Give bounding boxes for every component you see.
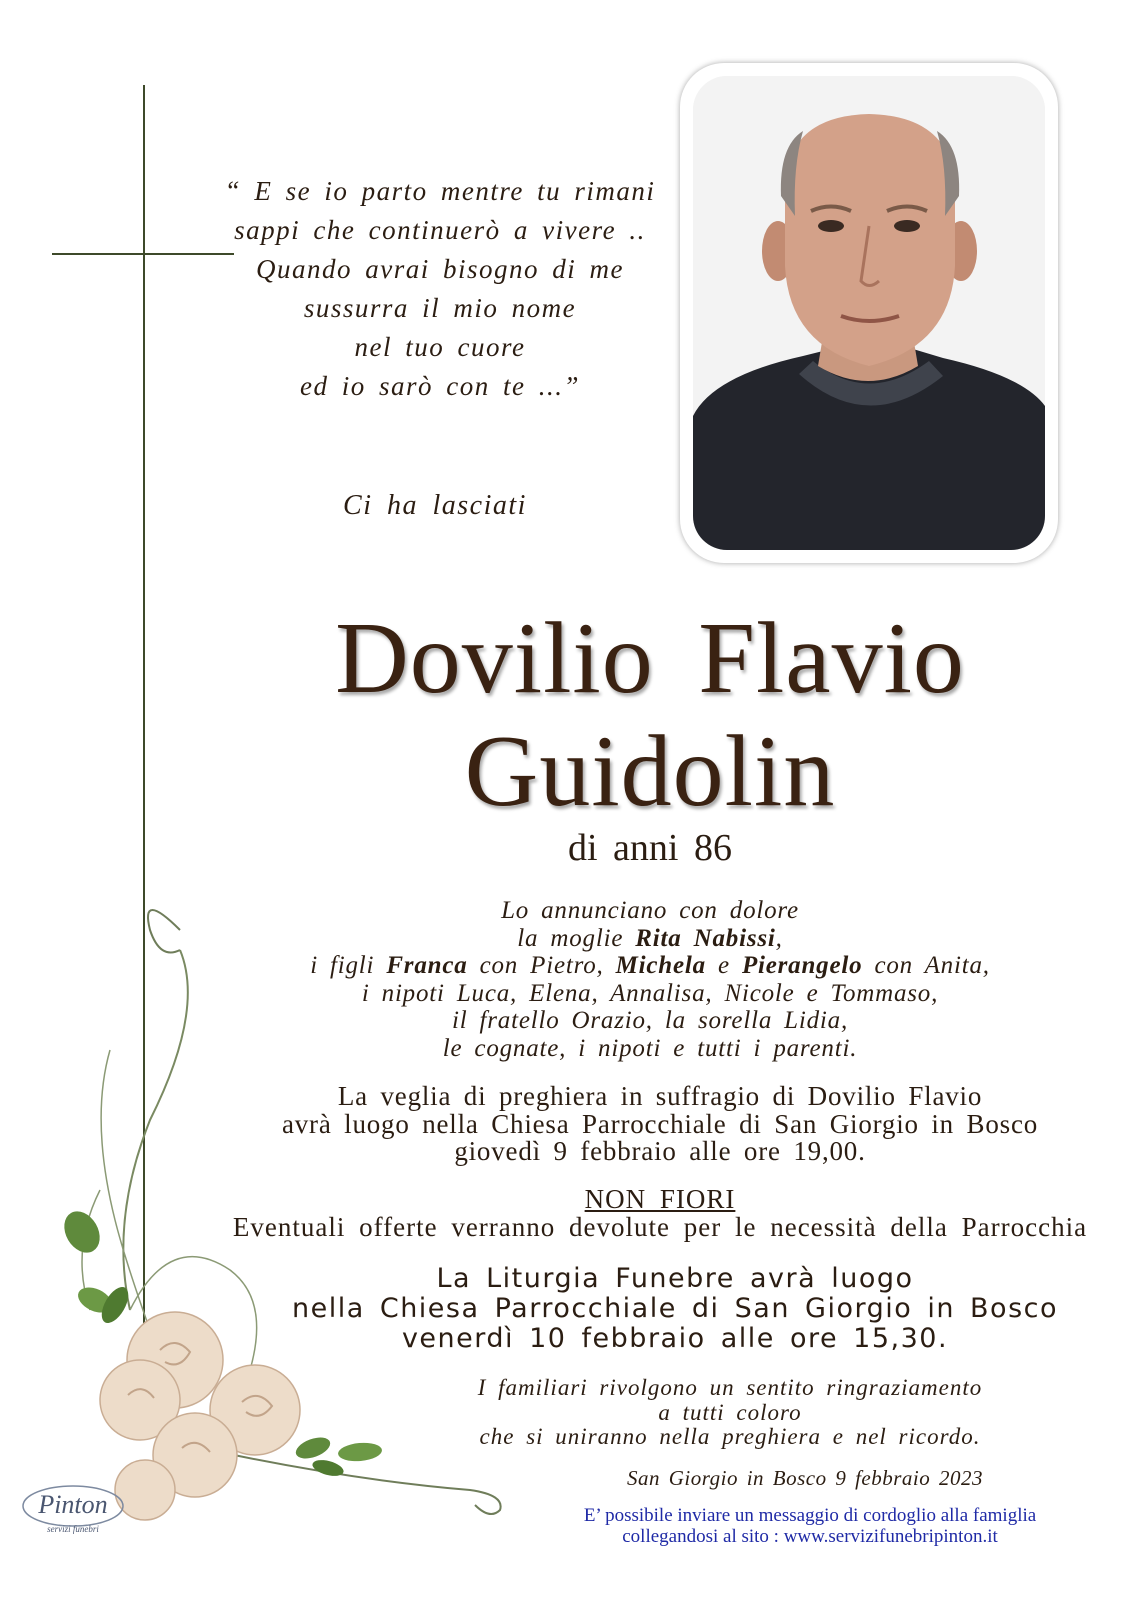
- announcement-line: il fratello Orazio, la sorella Lidia,: [451, 1007, 849, 1034]
- rose-decoration: [30, 890, 530, 1540]
- funeral-line: La Liturgia Funebre avrà luogo: [436, 1263, 914, 1294]
- portrait-frame: [680, 63, 1058, 563]
- text-fragment: con Anita,: [862, 952, 990, 979]
- place-and-date: San Giorgio in Bosco 9 febbraio 2023: [626, 1466, 984, 1490]
- logo-name: Pinton: [38, 1490, 108, 1519]
- funeral-line: venerdì 10 febbraio alle ore 15,30.: [401, 1323, 949, 1354]
- spouse-name: Rita Nabissi: [635, 924, 776, 952]
- child-name: Pierangelo: [741, 952, 863, 979]
- funeral-line: nella Chiesa Parrocchiale di San Giorgio in Bosco: [291, 1293, 1059, 1324]
- logo-tagline: servizi funebri: [47, 1524, 99, 1534]
- quote-line: “ E se io parto mentre tu rimani: [224, 176, 656, 206]
- condolence-info: [520, 1505, 1100, 1547]
- vigil-line: giovedì 9 febbraio alle ore 19,00.: [454, 1136, 866, 1166]
- deceased-age: di anni 86: [568, 827, 732, 869]
- child-name: Franca: [386, 952, 468, 979]
- text-fragment: con Pietro,: [467, 952, 616, 979]
- text-fragment: ,: [775, 924, 783, 952]
- condolence-line: E’ possibile inviare un messaggio di cordoglio alla famiglia: [583, 1505, 1037, 1526]
- offerings-text: Eventuali offerte verranno devolute per le necessità della Parrocchia: [232, 1211, 1088, 1242]
- intro-text: Ci ha lasciati: [343, 490, 527, 521]
- thanks-line: a tutti coloro: [658, 1399, 802, 1425]
- text-fragment: la moglie: [517, 924, 636, 952]
- quote-line: Quando avrai bisogno di me: [256, 254, 624, 284]
- deceased-first-names: Dovilio Flavio: [335, 602, 965, 715]
- announcement-line: le cognate, i nipoti e tutti i parenti.: [442, 1034, 858, 1062]
- non-fiori-title: NON FIORI: [584, 1184, 736, 1214]
- quote-line: sussurra il mio nome: [303, 293, 577, 323]
- condolence-link[interactable]: collegandosi al sito : www.servizifunebripinton.it: [622, 1526, 998, 1547]
- text-fragment: e: [705, 952, 742, 979]
- quote-line: ed io sarò con te ...”: [300, 371, 580, 401]
- portrait-photo: [693, 76, 1045, 550]
- announcement-line: i nipoti Luca, Elena, Annalisa, Nicole e Tommaso,: [361, 979, 939, 1007]
- vigil-line: avrà luogo nella Chiesa Parrocchiale di San Giorgio in Bosco: [281, 1108, 1039, 1139]
- deceased-surname: Guidolin: [464, 715, 836, 828]
- memorial-quote: [200, 172, 680, 406]
- thanks-line: I familiari rivolgono un sentito ringraziamento: [477, 1375, 983, 1400]
- text-fragment: i figli: [310, 952, 387, 979]
- pinton-logo: [18, 1478, 128, 1540]
- child-name: Michela: [615, 952, 706, 979]
- thanks-line: che si uniranno nella preghiera e nel ricordo.: [479, 1424, 981, 1449]
- vigil-line: La veglia di preghiera in suffragio di Dovilio Flavio: [337, 1081, 983, 1111]
- announcement-line: Lo annunciano con dolore: [501, 897, 799, 924]
- quote-line: nel tuo cuore: [354, 332, 526, 362]
- quote-line: sappi che continuerò a vivere ..: [234, 215, 646, 245]
